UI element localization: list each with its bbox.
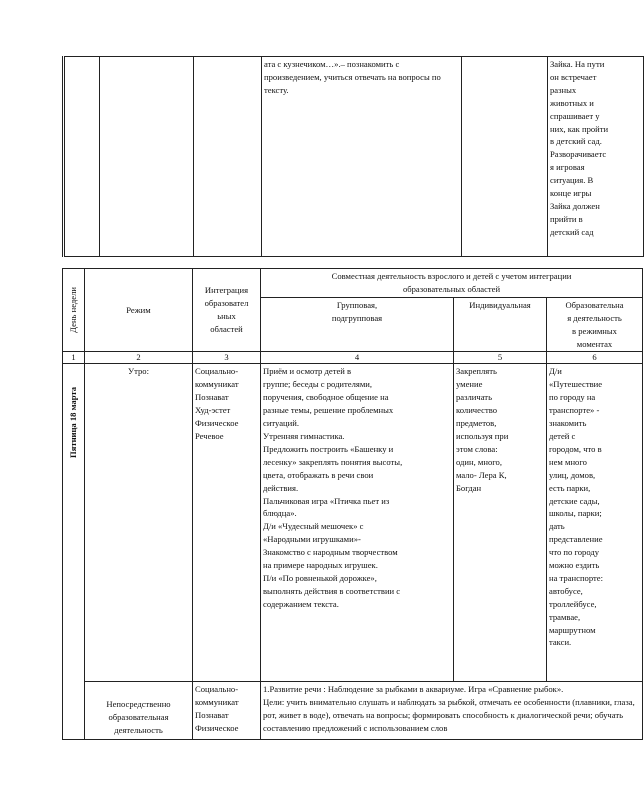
top-cell-5 xyxy=(462,57,548,257)
col-number-5: 5 xyxy=(454,352,547,364)
header-regime-moments: Образовательна я деятельность в режимных моментах xyxy=(547,297,643,352)
top-cell-activity xyxy=(262,57,462,257)
direct-activity-text: 1.Развитие речи : Наблюдение за рыбками в аквариуме. Игра «Сравнение рыбок». Цели: учить внимательно слушать и наблюдать за рыбкой, отмечать ее особенности (плавники, глаза, рот, живет в воде), отвечать на вопросы; формировать способность к диалогической речи; обучать составлению предложений с использованием слов xyxy=(261,682,643,740)
morning-regime-moments: Д/и «Путешествие по городу на транспорте» - знакомить детей с городом, что в нем много улиц, домов, есть парки, детские сады, школы, парки; дать представление что по городу можно ездить на транспорте: автобусе, троллейбусе, трамвае, маршрутном такси. xyxy=(547,364,643,682)
col-number-1: 1 xyxy=(63,352,85,364)
col-number-2: 2 xyxy=(85,352,193,364)
header-individual: Индивидуальная xyxy=(454,297,547,352)
header-regime xyxy=(85,269,193,352)
morning-individual: Закреплять умение различать количество предметов, используя при этом слова: один, много, мало- Лера К, Богдан xyxy=(454,364,547,682)
col-number-6: 6 xyxy=(547,352,643,364)
direct-regime: Непосредственно образовательная деятельность xyxy=(85,682,193,740)
top-cell-regime-moments xyxy=(548,57,644,257)
header-regime-label: Режим xyxy=(126,304,151,315)
top-cell-3 xyxy=(194,57,262,257)
header-integration: Интеграция образовател ьных областей xyxy=(193,269,261,352)
top-activity-text: ата с кузнечиком…».– познакомить с произведением, учиться отвечать на вопросы по тексту. xyxy=(264,59,441,95)
header-day-of-week xyxy=(63,269,85,352)
header-day-label: День недели xyxy=(68,287,79,334)
top-table xyxy=(62,56,644,257)
top-cell-1 xyxy=(64,57,100,257)
day-label: Пятница 18 марта xyxy=(68,387,79,459)
top-regime-moments-text: Зайка. На пути он встречает разных животных и спрашивает у них, как пройти в детский сад. Разворачиваетс я игровая ситуация. В конце игры Зайка должен прийти в детский сад xyxy=(550,59,609,237)
morning-regime-label: Утро: xyxy=(128,366,149,377)
direct-integration: Социально- коммуникат Познават Физическое xyxy=(193,682,261,740)
col-number-3: 3 xyxy=(193,352,261,364)
top-cell-2 xyxy=(100,57,194,257)
morning-integration: Социально- коммуникат Познават Худ-эстет Физическое Речевое xyxy=(193,364,261,682)
header-group: Групповая, подгрупповая xyxy=(261,297,454,352)
col-number-4: 4 xyxy=(261,352,454,364)
header-joint-activity: Совместная деятельность взрослого и детей с учетом интеграции образовательных областей xyxy=(261,269,643,298)
day-cell xyxy=(63,364,85,740)
morning-regime xyxy=(85,364,193,682)
plan-table xyxy=(62,268,643,740)
morning-group-activity: Приём и осмотр детей в группе; беседы с родителями, поручения, свободное общение на разные темы, решение проблемных ситуаций. Утренняя гимнастика. Предложить построить «Башенку и лесенку» закреплять понятия высоты, цвета, отображать в речи свои действия. Пальчиковая игра «Птичка пьет из блюдца». Д/и «Чудесный мешочек» с «Народными игрушками»- Знакомство с народным творчеством на примере народных игрушек. П/и «По ровненькой дорожке», выполнять действия в соответствии с содержанием текста. xyxy=(261,364,454,682)
